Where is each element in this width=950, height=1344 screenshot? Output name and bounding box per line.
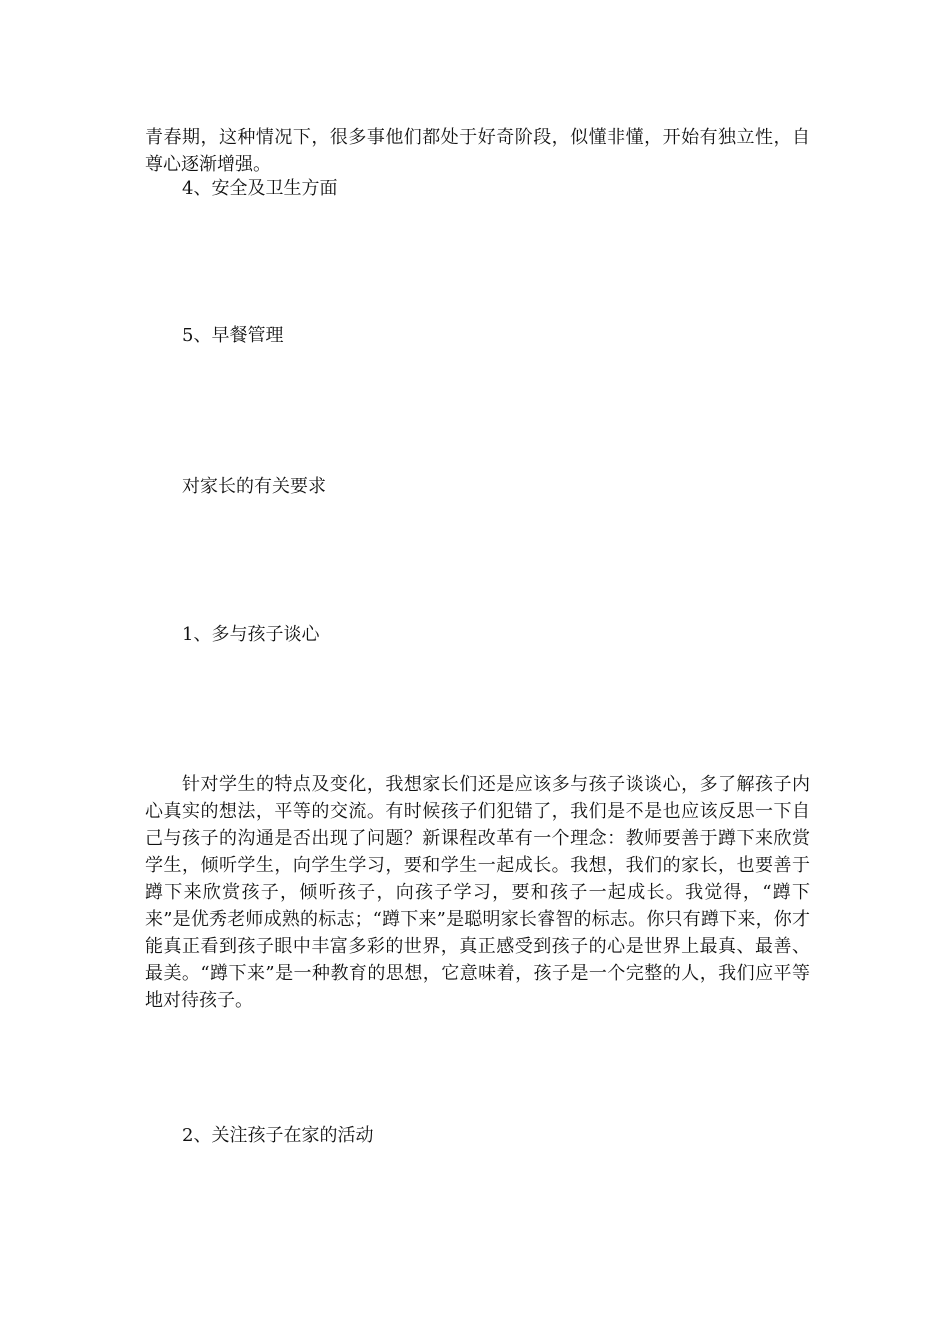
heading-breakfast-management: 5、早餐管理 [182, 325, 284, 346]
heading-talk-with-children: 1、多与孩子谈心 [182, 624, 320, 645]
heading-safety-hygiene: 4、安全及卫生方面 [182, 178, 338, 199]
body-paragraph-talk: 针对学生的特点及变化，我想家长们还是应该多与孩子谈谈心，多了解孩子内心真实的想法，平等的交流。有时候孩子们犯错了，我们是不是也应该反思一下自己与孩子的沟通是否出现了问题？新课程改革有一个理念：教师要善于蹲下来欣赏学生，倾听学生，向学生学习，要和学生一起成长。我想，我们的家长，也要善于蹲下来欣赏孩子，倾听孩子，向孩子学习，要和孩子一起成长。我觉得，“蹲下来”是优秀老师成熟的标志；“蹲下来”是聪明家长睿智的标志。你只有蹲下来，你才能真正看到孩子眼中丰富多彩的世界，真正感受到孩子的心是世界上最真、最善、最美。“蹲下来”是一种教育的思想，它意味着，孩子是一个完整的人，我们应平等地对待孩子。 [145, 774, 810, 1011]
continuation-paragraph: 青春期，这种情况下，很多事他们都处于好奇阶段，似懂非懂，开始有独立性，自尊心逐渐增强。 [145, 127, 810, 175]
heading-parent-requirements: 对家长的有关要求 [182, 476, 326, 497]
heading-home-activities: 2、关注孩子在家的活动 [182, 1125, 374, 1146]
